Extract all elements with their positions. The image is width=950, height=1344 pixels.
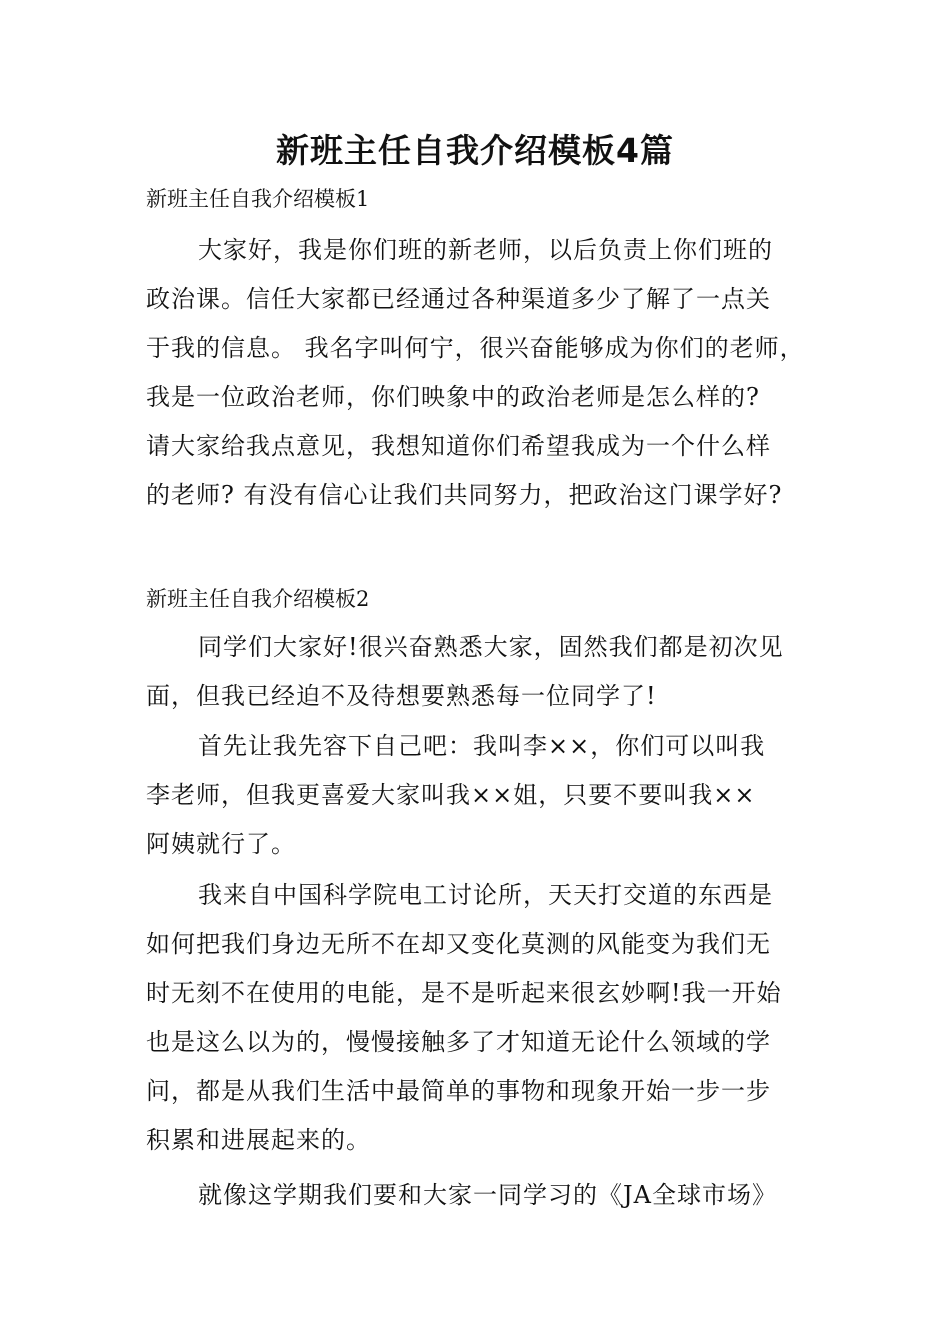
text-line: 积累和进展起来的。 [146, 1126, 371, 1154]
text-line: 我来自中国科学院电工讨论所，天天打交道的东西是 [198, 881, 773, 909]
text-line: 就像这学期我们要和大家一同学习的《JA全球市场》 [198, 1181, 777, 1209]
section-2-paragraph-4 [146, 1171, 810, 1220]
text-line: 请大家给我点意见，我想知道你们希望我成为一个什么样 [146, 432, 771, 460]
text-line: 阿姨就行了。 [146, 830, 296, 858]
document-title: 新班主任自我介绍模板4篇 [276, 131, 674, 170]
text-line: 李老师，但我更喜爱大家叫我××姐，只要不要叫我×× [146, 781, 756, 809]
text-line: 我是一位政治老师，你们映象中的政治老师是怎么样的? [146, 383, 760, 411]
section-2-paragraph-1 [146, 623, 810, 721]
text-line: 问，都是从我们生活中最简单的事物和现象开始一步一步 [146, 1077, 771, 1105]
section-heading-1: 新班主任自我介绍模板1 [146, 187, 370, 211]
text-line: 大家好，我是你们班的新老师，以后负责上你们班的 [198, 236, 773, 264]
section-2-paragraph-3 [146, 871, 810, 1165]
section-2-paragraph-2 [146, 722, 810, 869]
text-line: 面，但我已经迫不及待想要熟悉每一位同学了! [146, 682, 657, 710]
text-line: 首先让我先容下自己吧：我叫李××，你们可以叫我 [198, 732, 766, 760]
section-heading-2: 新班主任自我介绍模板2 [146, 587, 370, 611]
text-line: 于我的信息。 我名字叫何宁，很兴奋能够成为你们的老师， [146, 334, 805, 362]
text-line: 的老师? 有没有信心让我们共同努力，把政治这门课学好? [146, 481, 783, 509]
section-1-paragraph-1 [146, 226, 810, 520]
text-line: 政治课。信任大家都已经通过各种渠道多少了解了一点关 [146, 285, 771, 313]
text-line: 时无刻不在使用的电能，是不是听起来很玄妙啊!我一开始 [146, 979, 782, 1007]
text-line: 同学们大家好!很兴奋熟悉大家，固然我们都是初次见 [198, 633, 784, 661]
text-line: 如何把我们身边无所不在却又变化莫测的风能变为我们无 [146, 930, 771, 958]
text-line: 也是这么以为的，慢慢接触多了才知道无论什么领域的学 [146, 1028, 771, 1056]
